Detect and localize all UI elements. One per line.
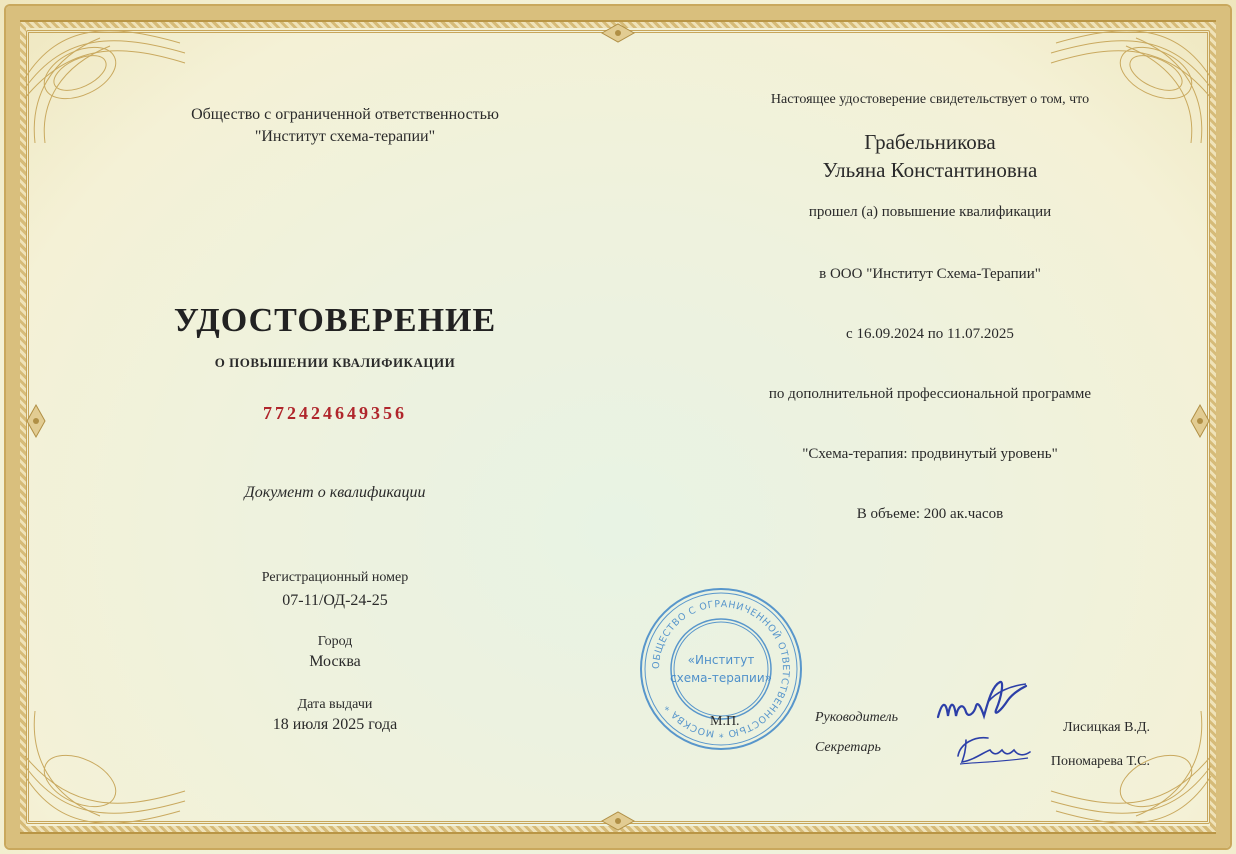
training-organization: в ООО "Институт Схема-Терапии" bbox=[819, 266, 1041, 282]
program-name: "Схема-терапия: продвинутый уровень" bbox=[802, 446, 1058, 462]
head-name: Лисицкая В.Д. bbox=[1063, 720, 1150, 735]
issuing-organization bbox=[150, 104, 540, 148]
seal-place-mark: М.П. bbox=[710, 714, 740, 729]
holder-given-names: Ульяна Константиновна bbox=[822, 158, 1038, 182]
organization-name: "Институт схема-терапии" bbox=[254, 128, 436, 145]
document-kind: Документ о квалификации bbox=[244, 484, 426, 501]
head-role: Руководитель bbox=[815, 710, 899, 725]
stamp-center-line1: «Институт bbox=[687, 653, 755, 667]
registration-label: Регистрационный номер bbox=[261, 570, 409, 585]
holder-surname: Грабельникова bbox=[864, 130, 996, 154]
issue-date: 18 июля 2025 года bbox=[272, 716, 398, 733]
document-title: УДОСТОВЕРЕНИЕ bbox=[173, 302, 497, 339]
program-intro: по дополнительной профессиональной программе bbox=[768, 386, 1092, 402]
completion-statement: прошел (а) повышение квалификации bbox=[808, 204, 1052, 220]
document-subtitle: О ПОВЫШЕНИИ КВАЛИФИКАЦИИ bbox=[214, 355, 456, 370]
organization-type: Общество с ограниченной ответственностью bbox=[191, 106, 499, 123]
city-label: Город bbox=[317, 634, 353, 649]
certification-intro: Настоящее удостоверение свидетельствует о том, что bbox=[770, 92, 1090, 107]
secretary-role: Секретарь bbox=[815, 740, 881, 755]
stamp-ring-text: ОБЩЕСТВО С ОГРАНИЧЕННОЙ ОТВЕТСТВЕННОСТЬЮ * МОСКВА * bbox=[650, 598, 792, 740]
secretary-name: Пономарева Т.С. bbox=[1050, 754, 1150, 769]
registration-number: 07-11/ОД-24-25 bbox=[282, 592, 388, 609]
serial-number: 772424649356 bbox=[263, 403, 407, 423]
program-volume: В объеме: 200 ак.часов bbox=[856, 506, 1004, 522]
training-period: с 16.09.2024 по 11.07.2025 bbox=[846, 326, 1014, 342]
city-value: Москва bbox=[309, 653, 361, 670]
stamp-center-line2: схема-терапии» bbox=[670, 671, 772, 685]
issue-date-label: Дата выдачи bbox=[297, 697, 373, 712]
